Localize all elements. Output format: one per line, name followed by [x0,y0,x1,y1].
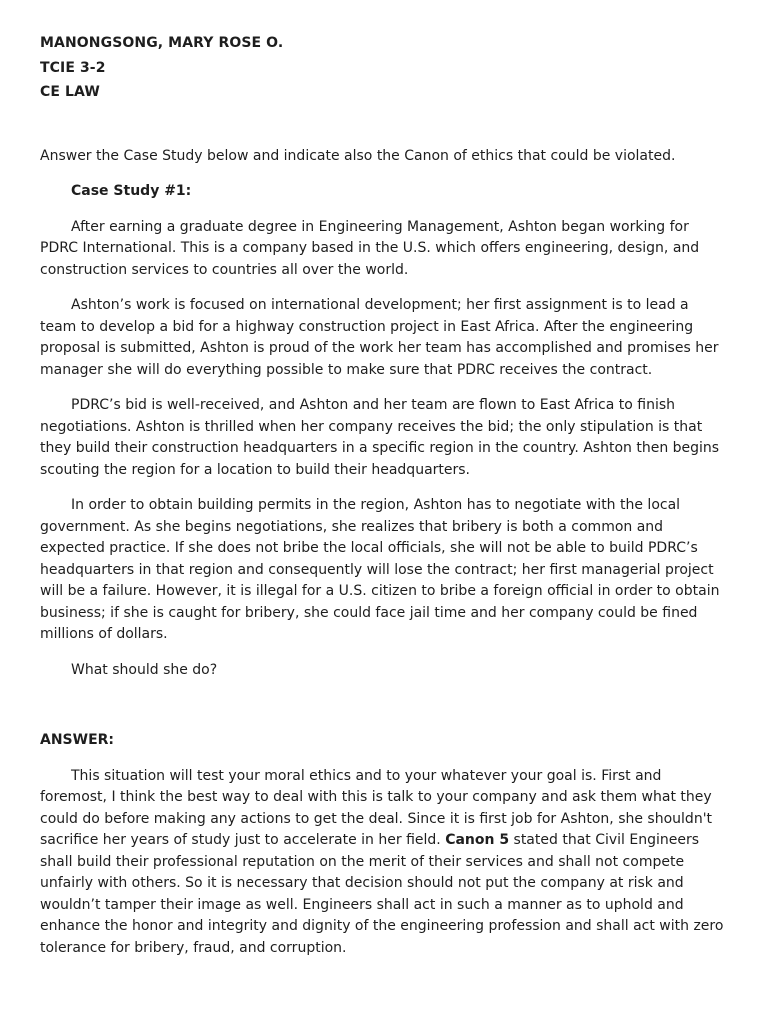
student-name: MANONGSONG, MARY ROSE O. [40,35,284,51]
answer-paragraph [40,766,728,960]
student-section: TCIE 3-2 [40,59,106,76]
case-paragraph-2: Ashton’s work is focused on international development; her first assignment is to lead a team to develop a bid for a highway construction project in East Africa. After the engineering proposal is submitted, Ashton is proud of the work her team has accomplished and promises her manager she will do everything possible to make sure that PDRC receives the contract. [40,297,719,378]
instructions: Answer the Case Study below and indicate also the Canon of ethics that could be violated. [40,147,676,164]
answer-text-part-2: stated that Civil Engineers shall build their professional reputation on the merit of their services and shall not compete unfairly with others. So it is necessary that decision should not put the company at risk and wouldn’t tamper their image as well. Engineers shall act in such a manner as to uphold and enhance the honor and integrity and dignity of the engineering profession and shall act with zero tolerance for bribery, fraud, and corruption. [40,832,724,956]
case-question: What should she do? [71,661,218,678]
answer-text-part-1: This situation will test your moral ethics and to your whatever your goal is. First and foremost, I think the best way to deal with this is talk to your company and ask them what they could do before making any actions to get the deal. Since it is first job for Ashton, she shouldn't sacrifice her years of study just to accelerate in her field. [40,767,713,848]
subject-title: CE LAW [40,84,100,100]
answer-heading: ANSWER: [40,732,115,748]
case-paragraph-1: After earning a graduate degree in Engineering Management, Ashton began working for PDRC International. This is a company based in the U.S. which offers engineering, design, and construction services to countries all over the world. [40,218,700,278]
canon-reference: Canon 5 [445,832,510,848]
case-paragraph-4: In order to obtain building permits in the region, Ashton has to negotiate with the local government. As she begins negotiations, she realizes that bribery is both a common and expected practice. If she does not bribe the local officials, she will not be able to build PDRC’s headquarters in that region and consequently will lose the contract; her first managerial project will be a failure. However, it is illegal for a U.S. citizen to bribe a foreign official in order to obtain business; if she is caught for bribery, she could face jail time and her company could be fined millions of dollars. [40,497,720,642]
case-study-title: Case Study #1: [71,183,192,199]
case-paragraph-3: PDRC’s bid is well-received, and Ashton and her team are flown to East Africa to finish negotiations. Ashton is thrilled when her company receives the bid; the only stipulation is that they build their construction headquarters in a specific region in the country. Ashton then begins scouting the region for a location to build their headquarters. [40,397,720,478]
